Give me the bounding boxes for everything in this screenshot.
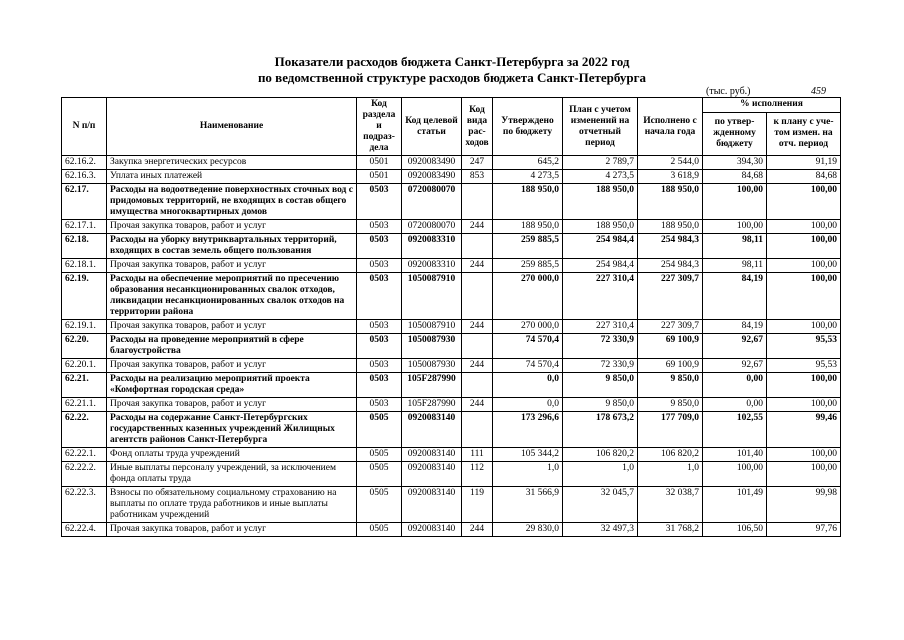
- row-number: 62.22.: [62, 412, 107, 448]
- row-expense-type-code: [462, 412, 493, 448]
- row-name: Прочая закупка товаров, работ и услуг: [107, 523, 357, 537]
- row-approved: 645,2: [493, 156, 563, 170]
- row-pct-plan: 95,53: [767, 359, 841, 373]
- row-name: Расходы на водоотведение поверхностных сточных вод с придомовых территорий, не входящих в состав общего имущества многоквартирных домов: [107, 184, 357, 220]
- document-title-line2: по ведомственной структуре расходов бюджета Санкт-Петербурга: [257, 70, 647, 85]
- row-expense-type-code: 853: [462, 170, 493, 184]
- row-pct-plan: 100,00: [767, 462, 841, 487]
- row-executed: 188 950,0: [638, 184, 703, 220]
- row-executed: 69 100,9: [638, 334, 703, 359]
- row-razdel-code: 0503: [357, 184, 402, 220]
- row-plan: 188 950,0: [563, 220, 638, 234]
- row-plan: 32 497,3: [563, 523, 638, 537]
- table-row: [62, 448, 841, 462]
- row-name: Прочая закупка товаров, работ и услуг: [107, 320, 357, 334]
- row-executed: 9 850,0: [638, 373, 703, 398]
- row-pct-plan: 100,00: [767, 373, 841, 398]
- table-row: [62, 220, 841, 234]
- row-razdel-code: 0503: [357, 220, 402, 234]
- row-name: Закупка энергетических ресурсов: [107, 156, 357, 170]
- row-number: 62.16.3.: [62, 170, 107, 184]
- row-number: 62.22.1.: [62, 448, 107, 462]
- row-plan: 254 984,4: [563, 259, 638, 273]
- row-number: 62.20.: [62, 334, 107, 359]
- row-expense-type-code: 244: [462, 398, 493, 412]
- row-number: 62.21.: [62, 373, 107, 398]
- row-number: 62.16.2.: [62, 156, 107, 170]
- row-target-code: 0920083310: [402, 234, 462, 259]
- row-target-code: 0720080070: [402, 220, 462, 234]
- row-target-code: 1050087930: [402, 359, 462, 373]
- row-razdel-code: 0503: [357, 334, 402, 359]
- row-expense-type-code: 247: [462, 156, 493, 170]
- document-title-line1: Показатели расходов бюджета Санкт-Петербурга за 2022 год: [274, 54, 630, 69]
- row-plan: 4 273,5: [563, 170, 638, 184]
- header-row: [62, 98, 841, 113]
- row-plan: 188 950,0: [563, 184, 638, 220]
- row-razdel-code: 0503: [357, 234, 402, 259]
- row-pct-approved: 100,00: [703, 220, 767, 234]
- table-row: [62, 320, 841, 334]
- row-target-code: 0920083310: [402, 259, 462, 273]
- row-pct-plan: 100,00: [767, 320, 841, 334]
- row-expense-type-code: 112: [462, 462, 493, 487]
- row-number: 62.22.2.: [62, 462, 107, 487]
- row-pct-plan: 100,00: [767, 234, 841, 259]
- row-pct-plan: 100,00: [767, 220, 841, 234]
- row-approved: 31 566,9: [493, 487, 563, 523]
- table-row: [62, 234, 841, 259]
- row-pct-approved: 0,00: [703, 373, 767, 398]
- row-name: Расходы на уборку внутриквартальных территорий, входящих в состав земель общего пользования: [107, 234, 357, 259]
- row-pct-approved: 84,19: [703, 273, 767, 320]
- header-np: N п/п: [62, 98, 107, 156]
- header-pct-approved: по утвер-жденному бюджету: [703, 112, 767, 155]
- header-csr: Код целевой статьи: [402, 98, 462, 156]
- row-plan: 227 310,4: [563, 320, 638, 334]
- row-number: 62.17.: [62, 184, 107, 220]
- row-plan: 72 330,9: [563, 334, 638, 359]
- row-target-code: 0920083140: [402, 412, 462, 448]
- row-pct-approved: 101,49: [703, 487, 767, 523]
- row-target-code: 1050087930: [402, 334, 462, 359]
- row-name: Расходы на реализацию мероприятий проекта «Комфортная городская среда»: [107, 373, 357, 398]
- header-executed: Исполнено с начала года: [638, 98, 703, 156]
- table-row: [62, 373, 841, 398]
- row-expense-type-code: 244: [462, 259, 493, 273]
- row-plan: 9 850,0: [563, 398, 638, 412]
- row-expense-type-code: [462, 234, 493, 259]
- row-pct-plan: 84,68: [767, 170, 841, 184]
- row-plan: 32 045,7: [563, 487, 638, 523]
- row-plan: 254 984,4: [563, 234, 638, 259]
- table-row: [62, 184, 841, 220]
- page-number: 459: [811, 86, 826, 97]
- row-executed: 1,0: [638, 462, 703, 487]
- row-executed: 32 038,7: [638, 487, 703, 523]
- row-pct-plan: 100,00: [767, 398, 841, 412]
- row-executed: 3 618,9: [638, 170, 703, 184]
- table-row: [62, 156, 841, 170]
- row-executed: 227 309,7: [638, 273, 703, 320]
- row-executed: 69 100,9: [638, 359, 703, 373]
- row-approved: 74 570,4: [493, 359, 563, 373]
- row-approved: 4 273,5: [493, 170, 563, 184]
- row-pct-approved: 98,11: [703, 234, 767, 259]
- row-pct-approved: 84,68: [703, 170, 767, 184]
- row-target-code: 0920083140: [402, 448, 462, 462]
- row-pct-plan: 95,53: [767, 334, 841, 359]
- row-approved: 270 000,0: [493, 273, 563, 320]
- header-vr: Код вида рас-ходов: [462, 98, 493, 156]
- row-plan: 106 820,2: [563, 448, 638, 462]
- row-plan: 227 310,4: [563, 273, 638, 320]
- row-approved: 74 570,4: [493, 334, 563, 359]
- row-name: Фонд оплаты труда учреждений: [107, 448, 357, 462]
- row-expense-type-code: 111: [462, 448, 493, 462]
- row-approved: 105 344,2: [493, 448, 563, 462]
- row-name: Прочая закупка товаров, работ и услуг: [107, 220, 357, 234]
- row-expense-type-code: 244: [462, 359, 493, 373]
- row-pct-approved: 92,67: [703, 334, 767, 359]
- row-target-code: 0920083140: [402, 462, 462, 487]
- row-expense-type-code: [462, 184, 493, 220]
- row-pct-approved: 102,55: [703, 412, 767, 448]
- row-plan: 178 673,2: [563, 412, 638, 448]
- row-plan: 72 330,9: [563, 359, 638, 373]
- row-razdel-code: 0501: [357, 170, 402, 184]
- row-razdel-code: 0501: [357, 156, 402, 170]
- table-row: [62, 334, 841, 359]
- table-row: [62, 359, 841, 373]
- row-pct-approved: 92,67: [703, 359, 767, 373]
- row-razdel-code: 0503: [357, 398, 402, 412]
- table-row: [62, 273, 841, 320]
- row-executed: 31 768,2: [638, 523, 703, 537]
- row-target-code: 0920083490: [402, 156, 462, 170]
- row-pct-approved: 101,40: [703, 448, 767, 462]
- row-expense-type-code: [462, 373, 493, 398]
- row-pct-approved: 84,19: [703, 320, 767, 334]
- row-approved: 188 950,0: [493, 184, 563, 220]
- header-approved: Утверждено по бюджету: [493, 98, 563, 156]
- row-name: Взносы по обязательному социальному страхованию на выплаты по оплате труда работников и иные выплаты работникам учреждений: [107, 487, 357, 523]
- row-razdel-code: 0503: [357, 320, 402, 334]
- row-target-code: 1050087910: [402, 273, 462, 320]
- row-executed: 254 984,3: [638, 259, 703, 273]
- row-razdel-code: 0503: [357, 373, 402, 398]
- row-target-code: 105F287990: [402, 398, 462, 412]
- row-name: Иные выплаты персоналу учреждений, за исключением фонда оплаты труда: [107, 462, 357, 487]
- row-expense-type-code: 119: [462, 487, 493, 523]
- row-approved: 0,0: [493, 398, 563, 412]
- row-razdel-code: 0505: [357, 487, 402, 523]
- row-name: Расходы на содержание Санкт-Петербургских государственных казенных учреждений Жилищных агентств районов Санкт-Петербурга: [107, 412, 357, 448]
- table-row: [62, 170, 841, 184]
- row-plan: 9 850,0: [563, 373, 638, 398]
- row-pct-approved: 98,11: [703, 259, 767, 273]
- row-pct-plan: 100,00: [767, 273, 841, 320]
- row-plan: 1,0: [563, 462, 638, 487]
- row-approved: 259 885,5: [493, 234, 563, 259]
- table-row: [62, 487, 841, 523]
- table-row: [62, 412, 841, 448]
- row-pct-plan: 99,46: [767, 412, 841, 448]
- row-razdel-code: 0505: [357, 523, 402, 537]
- row-target-code: 1050087910: [402, 320, 462, 334]
- row-number: 62.20.1.: [62, 359, 107, 373]
- row-pct-plan: 100,00: [767, 184, 841, 220]
- row-expense-type-code: 244: [462, 523, 493, 537]
- row-name: Расходы на обеспечение мероприятий по пресечению образования несанкционированных свалок отходов, ликвидации несанкционированных свалок отходов на территории района: [107, 273, 357, 320]
- row-razdel-code: 0505: [357, 448, 402, 462]
- row-razdel-code: 0505: [357, 412, 402, 448]
- row-pct-approved: 0,00: [703, 398, 767, 412]
- row-razdel-code: 0503: [357, 273, 402, 320]
- row-expense-type-code: [462, 334, 493, 359]
- row-number: 62.17.1.: [62, 220, 107, 234]
- row-plan: 2 789,7: [563, 156, 638, 170]
- row-executed: 227 309,7: [638, 320, 703, 334]
- row-pct-approved: 106,50: [703, 523, 767, 537]
- row-name: Уплата иных платежей: [107, 170, 357, 184]
- header-name: Наименование: [107, 98, 357, 156]
- row-executed: 2 544,0: [638, 156, 703, 170]
- row-name: Прочая закупка товаров, работ и услуг: [107, 359, 357, 373]
- row-approved: 1,0: [493, 462, 563, 487]
- header-plan: План с учетом изменений на отчетный период: [563, 98, 638, 156]
- row-pct-plan: 91,19: [767, 156, 841, 170]
- row-name: Прочая закупка товаров, работ и услуг: [107, 259, 357, 273]
- row-number: 62.22.4.: [62, 523, 107, 537]
- row-number: 62.18.: [62, 234, 107, 259]
- row-pct-plan: 100,00: [767, 259, 841, 273]
- row-target-code: 0920083140: [402, 523, 462, 537]
- row-executed: 188 950,0: [638, 220, 703, 234]
- row-number: 62.21.1.: [62, 398, 107, 412]
- row-approved: 0,0: [493, 373, 563, 398]
- table-row: [62, 398, 841, 412]
- row-approved: 259 885,5: [493, 259, 563, 273]
- row-razdel-code: 0503: [357, 259, 402, 273]
- row-approved: 173 296,6: [493, 412, 563, 448]
- row-target-code: 0720080070: [402, 184, 462, 220]
- row-target-code: 0920083140: [402, 487, 462, 523]
- row-pct-approved: 394,30: [703, 156, 767, 170]
- row-pct-plan: 97,76: [767, 523, 841, 537]
- row-razdel-code: 0505: [357, 462, 402, 487]
- row-pct-plan: 100,00: [767, 448, 841, 462]
- header-pct-group: % исполнения: [703, 98, 841, 113]
- row-approved: 188 950,0: [493, 220, 563, 234]
- row-number: 62.19.: [62, 273, 107, 320]
- row-executed: 177 709,0: [638, 412, 703, 448]
- row-name: Прочая закупка товаров, работ и услуг: [107, 398, 357, 412]
- expenditure-table: [61, 97, 841, 537]
- table-row: [62, 462, 841, 487]
- row-expense-type-code: 244: [462, 320, 493, 334]
- table-row: [62, 523, 841, 537]
- row-number: 62.22.3.: [62, 487, 107, 523]
- row-expense-type-code: 244: [462, 220, 493, 234]
- row-target-code: 105F287990: [402, 373, 462, 398]
- row-number: 62.18.1.: [62, 259, 107, 273]
- row-number: 62.19.1.: [62, 320, 107, 334]
- row-expense-type-code: [462, 273, 493, 320]
- row-executed: 106 820,2: [638, 448, 703, 462]
- row-approved: 270 000,0: [493, 320, 563, 334]
- header-razdel: Код раздела и подраз-дела: [357, 98, 402, 156]
- row-razdel-code: 0503: [357, 359, 402, 373]
- row-executed: 9 850,0: [638, 398, 703, 412]
- units-label: (тыс. руб.): [706, 86, 751, 97]
- row-pct-approved: 100,00: [703, 184, 767, 220]
- row-target-code: 0920083490: [402, 170, 462, 184]
- row-pct-approved: 100,00: [703, 462, 767, 487]
- row-name: Расходы на проведение мероприятий в сфере благоустройства: [107, 334, 357, 359]
- table-row: [62, 259, 841, 273]
- header-pct-plan: к плану с уче-том измен. на отч. период: [767, 112, 841, 155]
- row-executed: 254 984,3: [638, 234, 703, 259]
- row-pct-plan: 99,98: [767, 487, 841, 523]
- row-approved: 29 830,0: [493, 523, 563, 537]
